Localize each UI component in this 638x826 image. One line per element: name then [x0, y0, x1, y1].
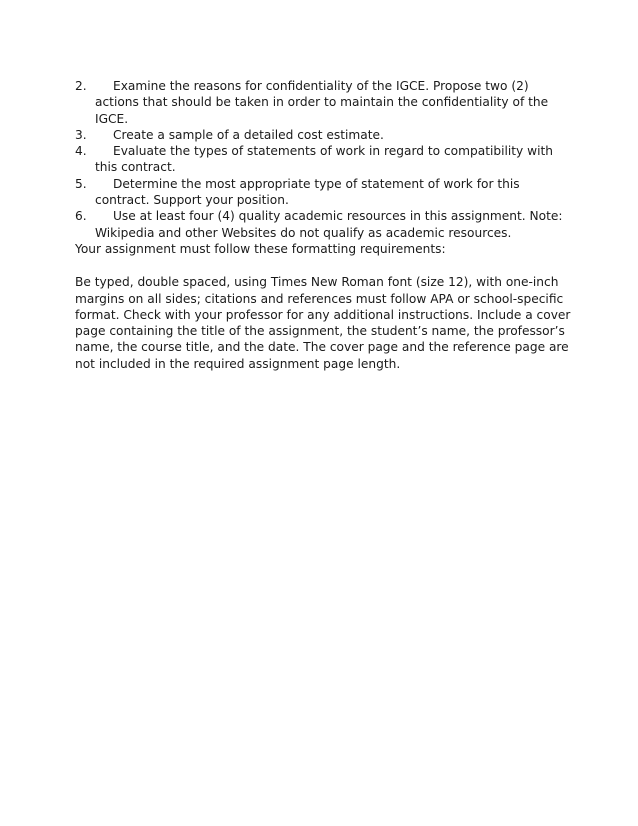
document-page: [75, 78, 575, 372]
list-item-number: 4.: [75, 144, 87, 159]
list-item-text: Create a sample of a detailed cost estimate.: [113, 127, 384, 142]
assignment-steps-list: [75, 78, 575, 241]
list-item-text: Determine the most appropriate type of statement of work for this contract. Support your position.: [95, 176, 520, 208]
list-item-text: Evaluate the types of statements of work in regard to compatibility with this contract.: [95, 144, 553, 175]
list-item-number: 5.: [75, 176, 87, 191]
list-item-number: 3.: [75, 127, 87, 142]
list-item: [75, 208, 575, 241]
list-item-text: Examine the reasons for confidentiality of the IGCE. Propose two (2) actions that should be taken in order to maintain the confidentiality of the IGCE.: [95, 79, 549, 126]
formatting-intro: Your assignment must follow these formatting requirements:: [75, 241, 446, 256]
list-item: [75, 127, 575, 143]
list-item: [75, 78, 575, 127]
list-item: [75, 176, 575, 209]
list-item-number: 2.: [75, 79, 87, 93]
formatting-requirements-paragraph: Be typed, double spaced, using Times New Roman font (size 12), with one-inch margins on all sides; citations and references must follow APA or school-specific format. Check with your professor for any additional instructions. Include a cover page containing the title of the assignment, the student’s name, the professor’s name, the course title, and the date. The cover page and the reference page are not included in the required assignment page length.: [75, 275, 571, 371]
list-item: [75, 143, 575, 176]
list-item-number: 6.: [75, 209, 87, 224]
list-item-text: Use at least four (4) quality academic resources in this assignment. Note: Wikipedia and other Websites do not qualify as academic resources.: [95, 209, 563, 240]
